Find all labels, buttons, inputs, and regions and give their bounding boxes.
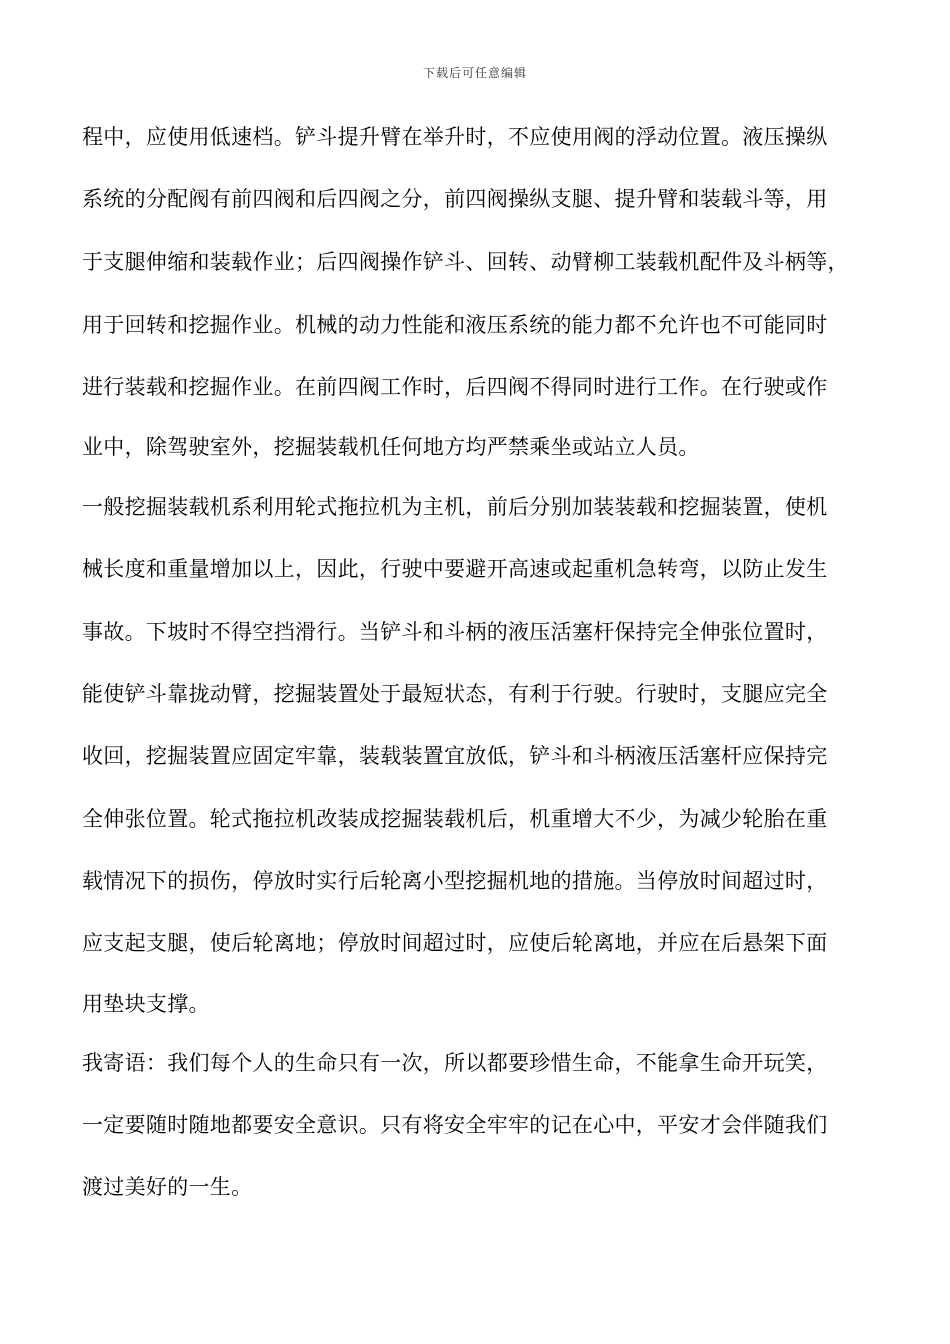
text-line: 于支腿伸缩和装载作业；后四阀操作铲斗、回转、动臂柳工装载机配件及斗柄等，: [82, 250, 849, 274]
text-line: 用垫块支撑。: [82, 992, 210, 1016]
text-line: 程中，应使用低速档。铲斗提升臂在举升时，不应使用阀的浮动位置。液压操纵: [82, 125, 828, 149]
text-line: 械长度和重量增加以上，因此，行驶中要避开高速或起重机急转弯，以防止发生: [82, 557, 828, 581]
text-line: 进行装载和挖掘作业。在前四阀工作时，后四阀不得同时进行工作。在行驶或作: [82, 375, 828, 399]
text-line: 能使铲斗靠拢动臂，挖掘装置处于最短状态，有利于行驶。行驶时，支腿应完全: [82, 682, 828, 706]
text-line: 我寄语：我们每个人的生命只有一次，所以都要珍惜生命，不能拿生命开玩笑，: [82, 1051, 828, 1075]
text-line: 载情况下的损伤，停放时实行后轮离小型挖掘机地的措施。当停放时间超过时，: [82, 869, 828, 893]
text-line: 全伸张位置。轮式拖拉机改装成挖掘装载机后，机重增大不少，为减少轮胎在重: [82, 807, 828, 831]
text-line: 一定要随时随地都要安全意识。只有将安全牢牢的记在心中，平安才会伴随我们: [82, 1113, 828, 1137]
text-line: 事故。下坡时不得空挡滑行。当铲斗和斗柄的液压活塞杆保持完全伸张位置时，: [82, 620, 828, 644]
text-line: 一般挖掘装载机系利用轮式拖拉机为主机，前后分别加装装载和挖掘装置，使机: [82, 495, 828, 519]
text-line: 渡过美好的一生。: [82, 1175, 253, 1199]
text-line: 业中，除驾驶室外，挖掘装载机任何地方均严禁乘坐或站立人员。: [82, 435, 700, 459]
text-line: 系统的分配阀有前四阀和后四阀之分，前四阀操纵支腿、提升臂和装载斗等，用: [82, 187, 828, 211]
text-line: 收回，挖掘装置应固定牢靠，装载装置宜放低，铲斗和斗柄液压活塞杆应保持完: [82, 744, 828, 768]
text-line: 应支起支腿，使后轮离地；停放时间超过时，应使后轮离地，并应在后悬架下面: [82, 931, 828, 955]
page-header: 下载后可任意编辑: [422, 66, 527, 80]
text-line: 用于回转和挖掘作业。机械的动力性能和液压系统的能力都不允许也不可能同时: [82, 313, 828, 337]
